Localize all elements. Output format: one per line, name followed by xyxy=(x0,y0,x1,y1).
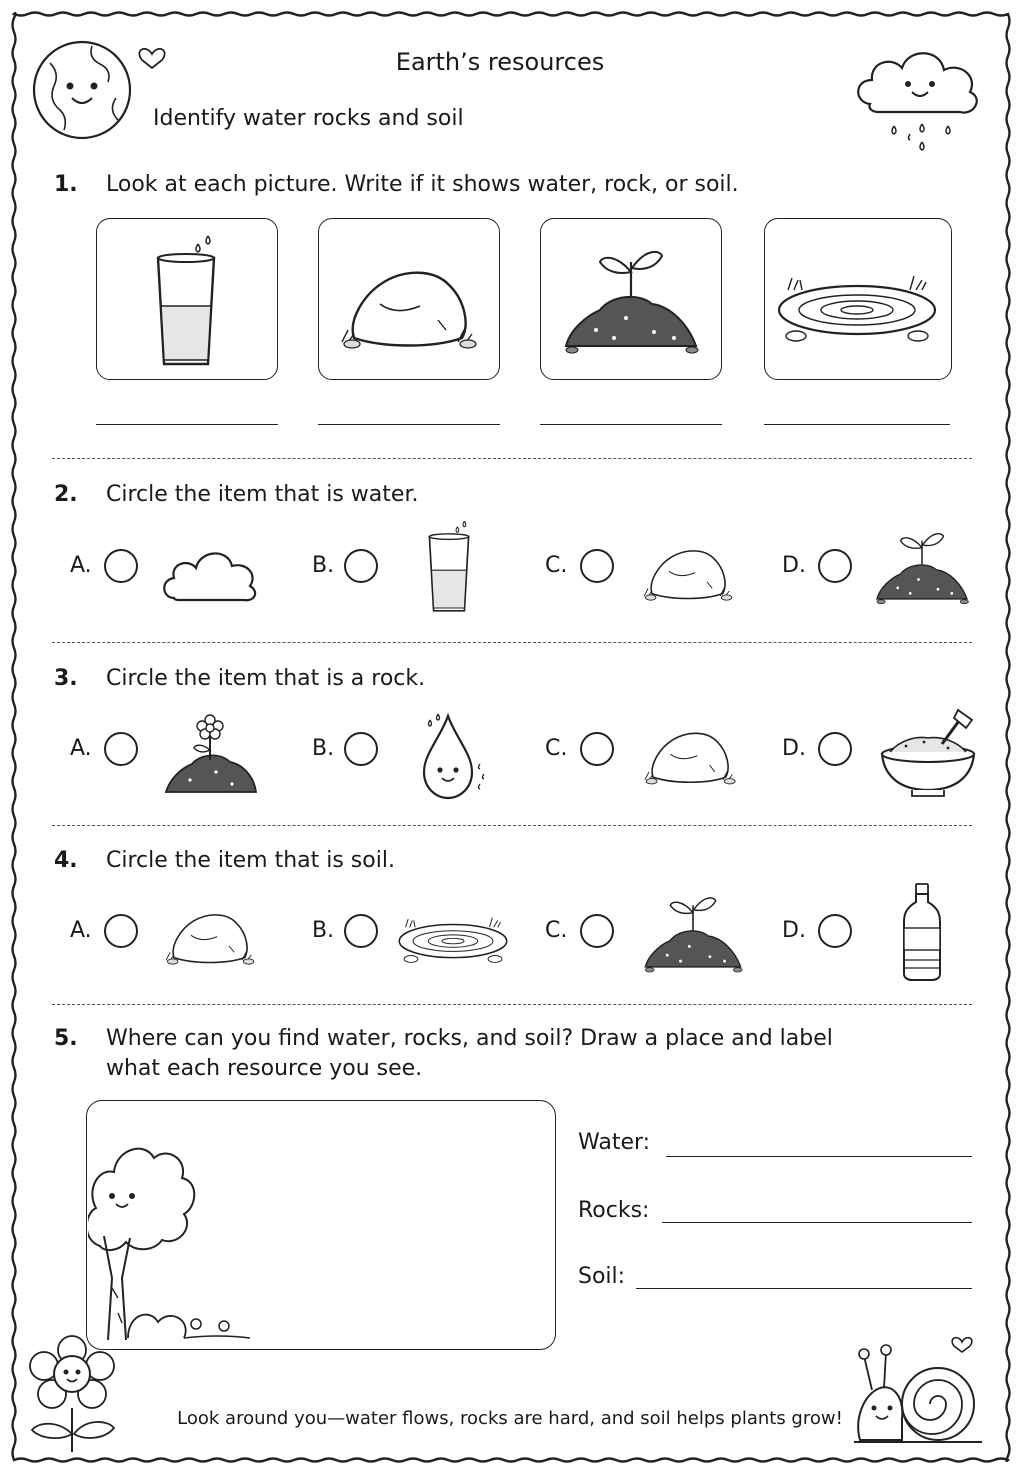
rocks-answer-line[interactable] xyxy=(662,1222,972,1223)
q4-option-c-bubble[interactable] xyxy=(580,914,614,948)
section-divider xyxy=(52,1004,972,1005)
q5-text-line-1: Where can you find water, rocks, and soil? Draw a place and label xyxy=(106,1026,833,1051)
water-drop-icon xyxy=(410,708,494,802)
q3-option-c-letter: C. xyxy=(545,736,568,761)
label-water: Water: xyxy=(578,1130,651,1155)
q1-answer-line-2[interactable] xyxy=(318,424,500,425)
q4-number: 4. xyxy=(54,848,78,873)
section-divider xyxy=(52,642,972,643)
water-bottle-icon xyxy=(898,882,946,982)
q5-text-line-2: what each resource you see. xyxy=(106,1056,423,1081)
flower-face-icon xyxy=(28,1334,128,1454)
q2-number: 2. xyxy=(54,482,78,507)
glass-of-water-icon xyxy=(414,516,484,616)
label-soil: Soil: xyxy=(578,1264,626,1289)
rock-icon xyxy=(638,718,742,792)
q4-option-d-bubble[interactable] xyxy=(818,914,852,948)
q3-option-b-letter: B. xyxy=(312,736,335,761)
q1-number: 1. xyxy=(54,172,78,197)
q2-option-c-bubble[interactable] xyxy=(580,549,614,583)
q2-option-d-letter: D. xyxy=(782,553,806,578)
q4-option-a-bubble[interactable] xyxy=(104,914,138,948)
q1-answer-line-4[interactable] xyxy=(764,424,950,425)
soil-flower-icon xyxy=(160,710,260,800)
soil-sprout-icon xyxy=(556,234,706,360)
soil-answer-line[interactable] xyxy=(636,1288,972,1289)
q3-option-a-letter: A. xyxy=(70,736,92,761)
soil-bowl-icon xyxy=(876,706,980,800)
puddle-icon xyxy=(774,262,940,352)
soil-sprout-icon xyxy=(638,884,748,978)
q2-option-c-letter: C. xyxy=(545,553,568,578)
q4-option-b-letter: B. xyxy=(312,918,335,943)
q2-text: Circle the item that is water. xyxy=(106,482,419,507)
q4-option-c-letter: C. xyxy=(545,918,568,943)
q1-text: Look at each picture. Write if it shows water, rock, or soil. xyxy=(106,172,739,197)
q2-option-b-bubble[interactable] xyxy=(344,549,378,583)
puddle-icon xyxy=(388,908,518,970)
q2-option-d-bubble[interactable] xyxy=(818,549,852,583)
q2-option-b-letter: B. xyxy=(312,553,335,578)
q5-number: 5. xyxy=(54,1026,78,1051)
section-divider xyxy=(52,825,972,826)
cloud-icon xyxy=(160,538,260,608)
q4-option-d-letter: D. xyxy=(782,918,806,943)
q3-text: Circle the item that is a rock. xyxy=(106,666,426,691)
q3-option-b-bubble[interactable] xyxy=(344,732,378,766)
q4-option-b-bubble[interactable] xyxy=(344,914,378,948)
q1-answer-line-1[interactable] xyxy=(96,424,278,425)
label-rocks: Rocks: xyxy=(578,1198,650,1223)
footer-tip: Look around you—water flows, rocks are hard, and soil helps plants grow! xyxy=(177,1408,843,1429)
q4-option-a-letter: A. xyxy=(70,918,92,943)
glass-of-water-icon xyxy=(136,230,236,370)
tree-face-icon xyxy=(88,1128,258,1346)
rock-icon xyxy=(638,536,738,608)
page-title: Earth’s resources xyxy=(395,48,605,76)
section-divider xyxy=(52,458,972,459)
q1-answer-line-3[interactable] xyxy=(540,424,722,425)
water-answer-line[interactable] xyxy=(666,1156,972,1157)
q3-option-d-bubble[interactable] xyxy=(818,732,852,766)
q2-option-a-letter: A. xyxy=(70,553,92,578)
soil-sprout-icon xyxy=(870,520,974,610)
snail-face-icon xyxy=(850,1328,995,1453)
rock-icon xyxy=(334,250,484,360)
q3-option-a-bubble[interactable] xyxy=(104,732,138,766)
q3-option-d-letter: D. xyxy=(782,736,806,761)
q3-number: 3. xyxy=(54,666,78,691)
q4-text: Circle the item that is soil. xyxy=(106,848,395,873)
q2-option-a-bubble[interactable] xyxy=(104,549,138,583)
page-subtitle: Identify water rocks and soil xyxy=(153,106,464,131)
rock-icon xyxy=(160,900,260,972)
q3-option-c-bubble[interactable] xyxy=(580,732,614,766)
